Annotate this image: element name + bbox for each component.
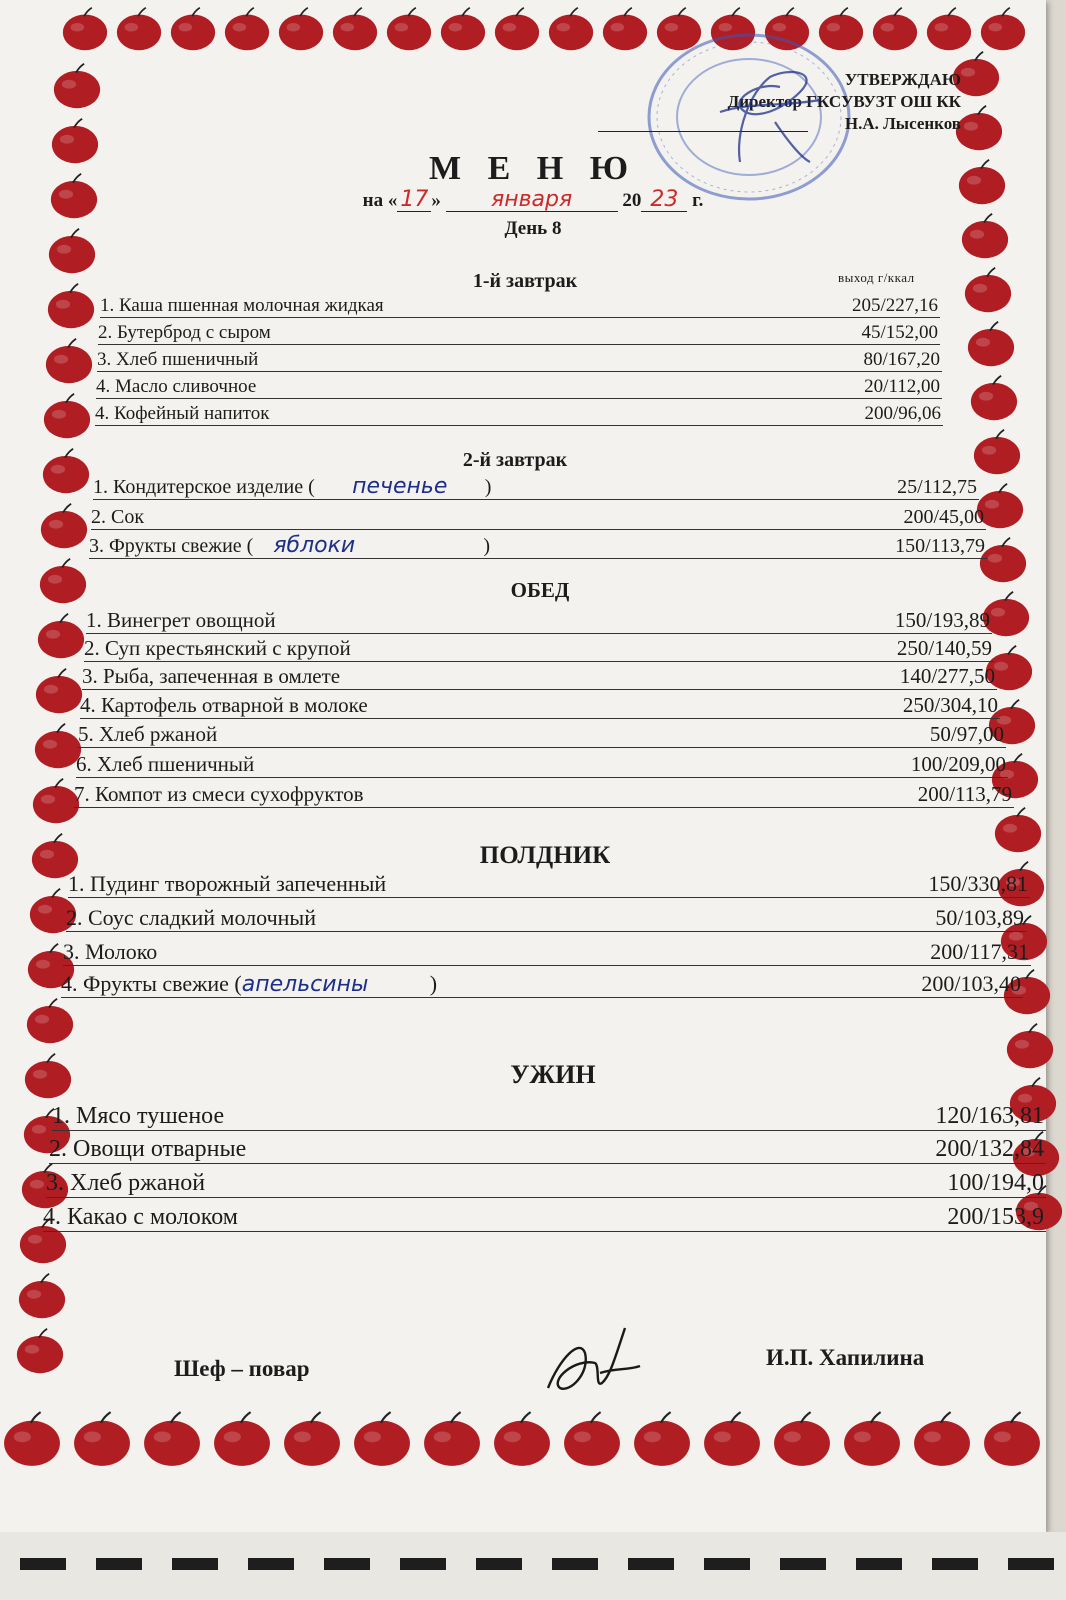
dish-name: 2. Сок bbox=[91, 506, 145, 528]
section-heading-dinner: УЖИН bbox=[510, 1060, 596, 1089]
dish-output: 150/113,79 bbox=[895, 535, 985, 557]
handwritten-note: яблоки bbox=[273, 533, 356, 558]
dish-name: 1. Винегрет овощной bbox=[86, 608, 276, 632]
apple-decoration bbox=[992, 806, 1044, 854]
menu-item-row bbox=[76, 750, 1008, 778]
apple-decoration bbox=[37, 502, 91, 550]
apple-decoration bbox=[868, 6, 922, 52]
chef-name: И.П. Хапилина bbox=[766, 1345, 925, 1370]
apple-decoration bbox=[700, 1410, 764, 1468]
dish-bracket: ) bbox=[484, 476, 492, 498]
dish-output: 250/140,59 bbox=[896, 636, 992, 660]
apple-decoration bbox=[965, 320, 1017, 368]
apple-decoration bbox=[910, 1410, 974, 1468]
dish-name: 3. Хлеб ржаной bbox=[46, 1170, 206, 1196]
section-heading-breakfast2: 2-й завтрак bbox=[462, 449, 568, 471]
apple-decoration bbox=[42, 337, 96, 385]
strip-dash bbox=[324, 1558, 370, 1570]
date-month: января bbox=[490, 187, 573, 212]
apple-decoration bbox=[436, 6, 490, 52]
dish-name: 6. Хлеб пшеничный bbox=[76, 752, 255, 776]
dish-name: 4. Кофейный напиток bbox=[95, 403, 270, 424]
strip-dash bbox=[628, 1558, 674, 1570]
dish-output: 100/209,00 bbox=[910, 752, 1006, 776]
menu-item-row bbox=[89, 531, 987, 559]
strip-dash bbox=[704, 1558, 750, 1570]
strip-dash bbox=[552, 1558, 598, 1570]
dish-name: 1. Кондитерское изделие ( bbox=[93, 476, 315, 498]
dish-output: 200/117,31 bbox=[930, 939, 1029, 964]
menu-date bbox=[0, 187, 1066, 212]
apple-decoration bbox=[50, 62, 104, 110]
apple-decoration bbox=[968, 374, 1020, 422]
dish-name: 5. Хлеб ржаной bbox=[78, 722, 218, 746]
dish-name: 3. Молоко bbox=[63, 939, 158, 964]
apple-decoration bbox=[40, 392, 94, 440]
menu-item-row bbox=[98, 317, 940, 345]
menu-item-row bbox=[86, 606, 992, 634]
dish-name: 7. Компот из смеси сухофруктов bbox=[74, 782, 364, 806]
apple-decoration bbox=[39, 447, 93, 495]
date-year-prefix: 20 bbox=[622, 190, 642, 211]
menu-item-row bbox=[91, 502, 986, 530]
strip-dash bbox=[248, 1558, 294, 1570]
apple-decoration bbox=[23, 997, 77, 1045]
dish-output: 100/194,0 bbox=[947, 1170, 1044, 1196]
menu-item-row bbox=[96, 371, 942, 399]
dish-name: 1. Каша пшенная молочная жидкая bbox=[100, 295, 384, 316]
approval-title: УТВЕРЖДАЮ bbox=[844, 70, 961, 89]
dish-name: 3. Хлеб пшеничный bbox=[97, 349, 259, 370]
apple-decoration bbox=[220, 6, 274, 52]
apple-decoration bbox=[58, 6, 112, 52]
apple-decoration bbox=[560, 1410, 624, 1468]
chef-signature bbox=[540, 1318, 645, 1413]
dish-output: 50/97,00 bbox=[929, 722, 1004, 746]
dish-name: 2. Соус сладкий молочный bbox=[66, 905, 316, 930]
dish-output: 200/103,40 bbox=[921, 971, 1021, 996]
menu-item-row bbox=[61, 970, 1023, 998]
dish-output: 50/103,89 bbox=[935, 905, 1024, 930]
apple-decoration bbox=[490, 6, 544, 52]
strip-dash bbox=[780, 1558, 826, 1570]
background-strip bbox=[0, 1532, 1066, 1600]
apple-decoration bbox=[15, 1272, 69, 1320]
apple-decoration bbox=[630, 1410, 694, 1468]
apple-decoration bbox=[210, 1410, 274, 1468]
apple-decoration bbox=[44, 282, 98, 330]
date-day: 17 bbox=[400, 187, 429, 212]
dish-name: 4. Фрукты свежие ( bbox=[61, 971, 242, 996]
apple-decoration bbox=[21, 1052, 75, 1100]
day-label: День 8 bbox=[504, 218, 562, 239]
dish-name: 1. Мясо тушеное bbox=[52, 1103, 225, 1129]
menu-item-row bbox=[84, 634, 994, 662]
apple-decoration bbox=[976, 6, 1030, 52]
apple-decoration bbox=[350, 1410, 414, 1468]
dish-name: 2. Суп крестьянский с крупой bbox=[84, 636, 351, 660]
menu-item-row bbox=[80, 691, 1000, 719]
approval-position: Директор ГКСУВУЗТ ОШ КК bbox=[727, 92, 961, 111]
dish-output: 200/45,00 bbox=[903, 506, 984, 528]
apple-decoration bbox=[13, 1327, 67, 1375]
date-year: 23 bbox=[650, 187, 679, 212]
menu-item-row bbox=[43, 1201, 1046, 1232]
strip-dash bbox=[96, 1558, 142, 1570]
apple-decoration bbox=[34, 612, 88, 660]
section-heading-lunch: ОБЕД bbox=[510, 578, 570, 602]
dish-output: 200/132,84 bbox=[935, 1136, 1044, 1162]
dish-output: 150/330,81 bbox=[928, 871, 1028, 896]
strip-dash bbox=[856, 1558, 902, 1570]
dish-output: 45/152,00 bbox=[861, 322, 938, 343]
menu-item-row bbox=[68, 870, 1030, 898]
menu-item-row bbox=[78, 720, 1006, 748]
menu-item-row bbox=[49, 1133, 1046, 1164]
strip-dash bbox=[1008, 1558, 1054, 1570]
dish-output: 25/112,75 bbox=[897, 476, 977, 498]
menu-item-row bbox=[46, 1167, 1046, 1198]
menu-item-row bbox=[95, 398, 943, 426]
apple-decoration bbox=[166, 6, 220, 52]
menu-item-row bbox=[66, 904, 1026, 932]
approval-name: Н.А. Лысенков bbox=[844, 114, 961, 133]
dish-name: 3. Фрукты свежие ( bbox=[89, 535, 254, 557]
menu-item-row bbox=[82, 662, 997, 690]
date-prefix: на « bbox=[362, 190, 398, 211]
strip-dash bbox=[172, 1558, 218, 1570]
apple-decoration bbox=[0, 1410, 64, 1468]
apple-decoration bbox=[962, 266, 1014, 314]
apple-decoration bbox=[980, 1410, 1044, 1468]
output-header: выход г/ккал bbox=[838, 270, 915, 285]
dish-output: 200/96,06 bbox=[864, 403, 941, 424]
apple-decoration bbox=[971, 428, 1023, 476]
handwritten-note: апельсины bbox=[241, 972, 369, 997]
dish-name: 4. Какао с молоком bbox=[43, 1204, 238, 1230]
apple-decoration bbox=[922, 6, 976, 52]
date-suffix: г. bbox=[692, 190, 704, 211]
strip-dash bbox=[932, 1558, 978, 1570]
strip-dash bbox=[20, 1558, 66, 1570]
menu-item-row bbox=[93, 472, 979, 500]
dish-output: 200/113,79 bbox=[917, 782, 1012, 806]
strip-dash bbox=[476, 1558, 522, 1570]
apple-decoration bbox=[140, 1410, 204, 1468]
apple-decoration bbox=[328, 6, 382, 52]
dish-bracket: ) bbox=[483, 535, 490, 557]
section-heading-snack: ПОЛДНИК bbox=[479, 842, 611, 869]
strip-dash bbox=[400, 1558, 446, 1570]
menu-item-row bbox=[74, 780, 1014, 808]
section-heading-breakfast1: 1-й завтрак bbox=[472, 270, 578, 292]
apple-decoration bbox=[70, 1410, 134, 1468]
menu-item-row bbox=[52, 1100, 1046, 1131]
dish-name: 4. Масло сливочное bbox=[96, 376, 257, 397]
apple-decoration bbox=[840, 1410, 904, 1468]
apple-decoration bbox=[112, 6, 166, 52]
dish-output: 140/277,50 bbox=[899, 664, 995, 688]
dish-bracket: ) bbox=[429, 971, 438, 996]
menu-item-row bbox=[100, 290, 940, 318]
dish-output: 80/167,20 bbox=[863, 349, 940, 370]
date-mid: » bbox=[431, 190, 441, 211]
dish-output: 205/227,16 bbox=[851, 295, 938, 316]
dish-output: 250/304,10 bbox=[902, 693, 998, 717]
apple-decoration bbox=[382, 6, 436, 52]
dish-name: 3. Рыба, запеченная в омлете bbox=[82, 664, 341, 688]
dish-name: 2. Овощи отварные bbox=[49, 1136, 247, 1162]
apple-decoration bbox=[274, 6, 328, 52]
dish-name: 4. Картофель отварной в молоке bbox=[80, 693, 368, 717]
dish-output: 150/193,89 bbox=[894, 608, 990, 632]
dish-output: 120/163,81 bbox=[935, 1103, 1044, 1129]
menu-item-row bbox=[63, 938, 1031, 966]
page-title: М Е Н Ю bbox=[429, 150, 637, 187]
apple-decoration bbox=[544, 6, 598, 52]
chef-role: Шеф – повар bbox=[174, 1356, 310, 1381]
apple-decoration bbox=[420, 1410, 484, 1468]
dish-output: 20/112,00 bbox=[864, 376, 940, 397]
apple-decoration bbox=[490, 1410, 554, 1468]
apple-decoration bbox=[32, 667, 86, 715]
apple-decoration bbox=[280, 1410, 344, 1468]
dish-name: 2. Бутерброд с сыром bbox=[98, 322, 271, 343]
menu-item-row bbox=[97, 344, 942, 372]
apple-decoration bbox=[36, 557, 90, 605]
handwritten-note: печенье bbox=[352, 474, 448, 499]
dish-output: 200/153,9 bbox=[947, 1204, 1044, 1230]
apple-decoration bbox=[1004, 1022, 1056, 1070]
apple-decoration bbox=[770, 1410, 834, 1468]
dish-name: 1. Пудинг творожный запеченный bbox=[68, 871, 387, 896]
